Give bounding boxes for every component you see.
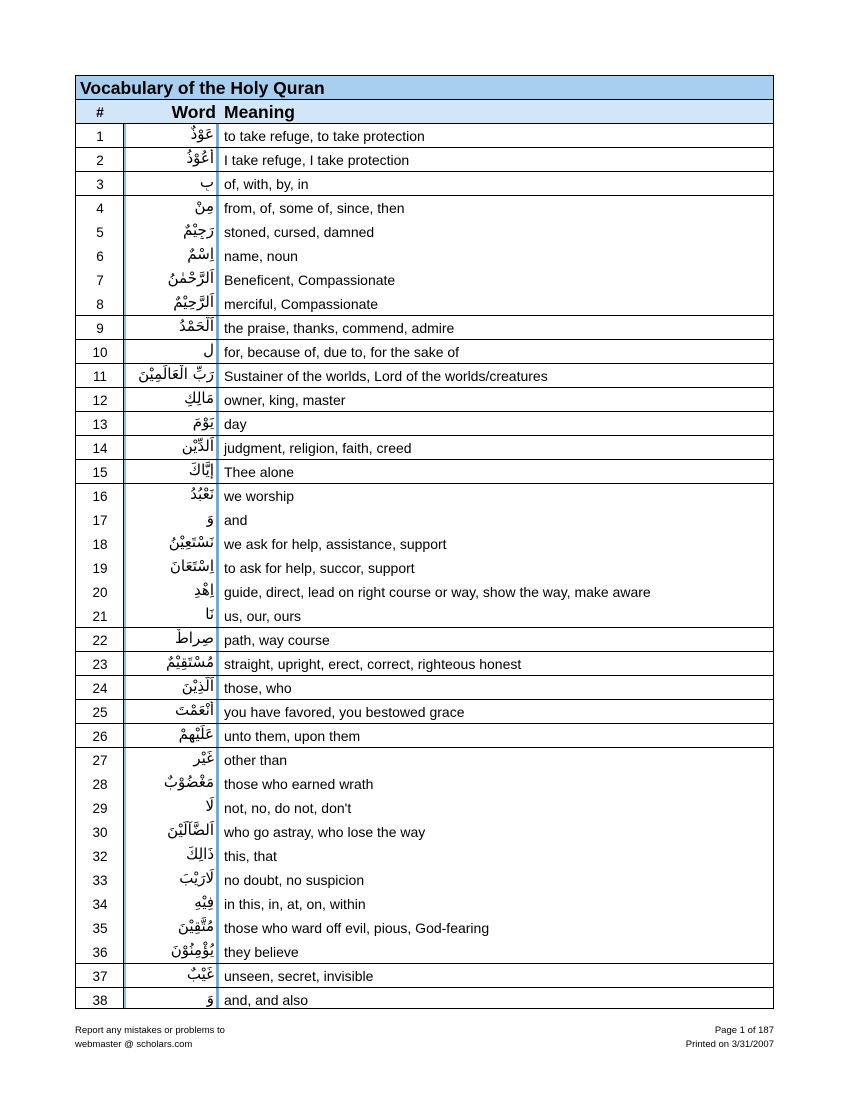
row-number: 36 (92, 945, 108, 960)
row-number: 7 (96, 273, 104, 288)
arabic-word: اَلْحَمْدُ (179, 317, 214, 335)
table-row (76, 700, 773, 724)
word-meaning: not, no, do not, don't (224, 800, 352, 816)
word-meaning: day (224, 416, 247, 432)
word-meaning: of, with, by, in (224, 176, 309, 192)
table-row (76, 124, 773, 148)
arabic-word: نَا (205, 605, 214, 623)
word-meaning: to take refuge, to take protection (224, 128, 425, 144)
row-number: 11 (92, 369, 107, 384)
header-word: Word (171, 102, 216, 122)
table-row (76, 988, 773, 1009)
row-number: 23 (92, 657, 108, 672)
arabic-word: صِراطٌ (174, 629, 214, 647)
row-number: 32 (92, 849, 108, 864)
table-title: Vocabulary of the Holy Quran (80, 78, 325, 98)
word-meaning: stoned, cursed, damned (224, 224, 375, 240)
arabic-word: نَسْتَعِيْنُ (168, 533, 214, 551)
word-meaning: merciful, Compassionate (224, 296, 379, 312)
arabic-word: اِهْدِ (194, 581, 214, 599)
word-meaning: I take refuge, I take protection (224, 152, 410, 168)
footer-report-line1: Report any mistakes or problems to (75, 1025, 225, 1036)
table-row (76, 508, 773, 532)
table-row (76, 220, 773, 244)
table-row (76, 724, 773, 748)
row-number: 12 (92, 393, 108, 408)
arabic-word: اِسْتَعَانَ (169, 557, 214, 575)
row-number: 3 (96, 177, 104, 192)
row-number: 29 (92, 801, 108, 816)
table-row (76, 412, 773, 436)
arabic-word: مُسْتَقِيْمٌ (165, 653, 214, 671)
table-row (76, 316, 773, 340)
arabic-word: عَوْذٌ (190, 125, 214, 143)
row-number: 18 (92, 537, 108, 552)
arabic-word: مَغْضُوْبٌ (163, 773, 214, 791)
word-meaning: name, noun (224, 248, 298, 264)
word-meaning: the praise, thanks, commend, admire (224, 320, 455, 336)
word-meaning: and (224, 512, 248, 528)
table-row (76, 532, 773, 556)
row-number: 10 (92, 345, 108, 360)
table-row (76, 196, 773, 220)
row-number: 35 (92, 921, 108, 936)
footer-report-email: webmaster @ scholars.com (75, 1039, 193, 1050)
table-row (76, 796, 773, 820)
arabic-word: لِ (203, 341, 214, 359)
arabic-word: لَارَيْبَ (179, 869, 214, 887)
table-row (76, 364, 773, 388)
word-meaning: and, and also (224, 992, 309, 1008)
row-number: 9 (96, 321, 104, 336)
arabic-word: عَلَيْهِمْ (178, 725, 214, 743)
row-number: 17 (92, 513, 108, 528)
table-row (76, 148, 773, 172)
footer-report (75, 1024, 225, 1052)
table-row (76, 436, 773, 460)
footer-printed-date: Printed on 3/31/2007 (685, 1039, 774, 1050)
table-row (76, 172, 773, 196)
arabic-word: أَنْعَمْتَ (175, 701, 214, 719)
word-meaning: those who ward off evil, pious, God-fearing (224, 920, 490, 936)
arabic-word: إِيَّاكَ (188, 461, 214, 479)
arabic-word: رَجِيْمٌ (182, 221, 214, 239)
column-header-row (76, 100, 773, 124)
row-number: 13 (92, 417, 108, 432)
arabic-word: يُؤْمِنُوْنَ (170, 941, 214, 959)
word-meaning: those, who (224, 680, 292, 696)
word-meaning: us, our, ours (224, 608, 302, 624)
row-number: 22 (92, 633, 108, 648)
table-row (76, 916, 773, 940)
row-number: 26 (92, 729, 108, 744)
arabic-word: اَلرَّحِيْمٌ (173, 293, 214, 311)
table-row (76, 772, 773, 796)
arabic-word: اِسْمٌ (187, 245, 214, 263)
table-row (76, 964, 773, 988)
table-body (76, 124, 773, 1009)
row-number: 2 (96, 153, 104, 168)
row-number: 34 (92, 897, 108, 912)
arabic-word: نَعْبُدُ (190, 485, 214, 503)
arabic-word: يَوْمَ (192, 413, 214, 431)
word-meaning: Sustainer of the worlds, Lord of the worlds/creatures (224, 368, 548, 384)
row-number: 28 (92, 777, 108, 792)
word-meaning: those who earned wrath (224, 776, 374, 792)
word-meaning: unto them, upon them (224, 728, 361, 744)
table-row (76, 748, 773, 772)
row-number: 15 (92, 465, 108, 480)
arabic-word: مُتَّقِيْنَ (177, 917, 214, 935)
arabic-word: اَلرَّحْمٰنُ (167, 269, 214, 287)
table-row (76, 604, 773, 628)
table-row (76, 388, 773, 412)
table-row (76, 844, 773, 868)
word-meaning: for, because of, due to, for the sake of (224, 344, 460, 360)
row-number: 25 (92, 705, 108, 720)
header-meaning: Meaning (224, 102, 295, 122)
table-row (76, 460, 773, 484)
row-number: 30 (92, 825, 108, 840)
arabic-word: اَلَّذِيْنَ (181, 677, 214, 695)
table-row (76, 244, 773, 268)
table-row (76, 652, 773, 676)
table-row (76, 676, 773, 700)
row-number: 16 (92, 489, 108, 504)
table-row (76, 820, 773, 844)
arabic-word: لَا (205, 797, 214, 815)
title-bar (76, 76, 773, 100)
row-number: 8 (96, 297, 104, 312)
arabic-word: أَعُوْذُ (186, 149, 214, 167)
arabic-word: غَيْرِ (193, 749, 214, 767)
word-meaning: to ask for help, succor, support (224, 560, 415, 576)
table-row (76, 292, 773, 316)
word-meaning: Beneficent, Compassionate (224, 272, 396, 288)
vocabulary-table (75, 75, 774, 1009)
row-number: 14 (92, 441, 108, 456)
table-row (76, 340, 773, 364)
arabic-word: اَلدِّيْنِ (181, 437, 214, 455)
row-number: 5 (96, 225, 104, 240)
word-meaning: Thee alone (224, 464, 295, 480)
word-meaning: path, way course (224, 632, 330, 648)
table-row (76, 892, 773, 916)
row-number: 33 (92, 873, 108, 888)
word-meaning: who go astray, who lose the way (224, 824, 426, 840)
word-meaning: you have favored, you bestowed grace (224, 704, 465, 720)
row-number: 4 (96, 201, 104, 216)
arabic-word: مِنْ (194, 197, 214, 215)
word-meaning: this, that (224, 848, 277, 864)
arabic-word: فِيْهِ (194, 893, 214, 911)
row-number: 6 (96, 249, 104, 264)
word-meaning: owner, king, master (224, 392, 346, 408)
row-number: 38 (92, 993, 108, 1008)
word-meaning: we worship (224, 488, 295, 504)
arabic-word: غَيْبٌ (186, 965, 214, 983)
arabic-word: وَ (206, 989, 214, 1007)
row-number: 1 (96, 129, 104, 144)
arabic-word: رَبِّ الْعَالَمِيْنَ (138, 365, 214, 383)
row-number: 19 (92, 561, 108, 576)
word-meaning: we ask for help, assistance, support (224, 536, 447, 552)
arabic-word: وَ (206, 509, 214, 527)
row-number: 37 (92, 969, 108, 984)
arabic-word: ذَالِكَ (185, 845, 214, 863)
word-meaning: judgment, religion, faith, creed (224, 440, 412, 456)
arabic-word: مَالِكِ (184, 389, 214, 407)
word-meaning: guide, direct, lead on right course or way, show the way, make aware (224, 584, 651, 600)
word-meaning: they believe (224, 944, 299, 960)
row-number: 20 (92, 585, 108, 600)
word-meaning: in this, in, at, on, within (224, 896, 366, 912)
row-number: 27 (92, 753, 108, 768)
table-row (76, 484, 773, 508)
arabic-word: بِ (199, 173, 214, 191)
arabic-word: اَلضَّآلِّيْنَ (167, 821, 214, 839)
footer-page-number: Page 1 of 187 (714, 1025, 774, 1036)
word-meaning: unseen, secret, invisible (224, 968, 374, 984)
word-meaning: straight, upright, erect, correct, righteous honest (224, 656, 522, 672)
header-number: # (96, 104, 104, 120)
word-meaning: other than (224, 752, 288, 768)
table-row (76, 628, 773, 652)
table-row (76, 556, 773, 580)
word-meaning: from, of, some of, since, then (224, 200, 405, 216)
row-number: 24 (92, 681, 108, 696)
footer-page-info (686, 1024, 774, 1052)
row-number: 21 (92, 609, 108, 624)
table-row (76, 868, 773, 892)
table-row (76, 940, 773, 964)
table-row (76, 580, 773, 604)
word-meaning: no doubt, no suspicion (224, 872, 365, 888)
table-row (76, 268, 773, 292)
